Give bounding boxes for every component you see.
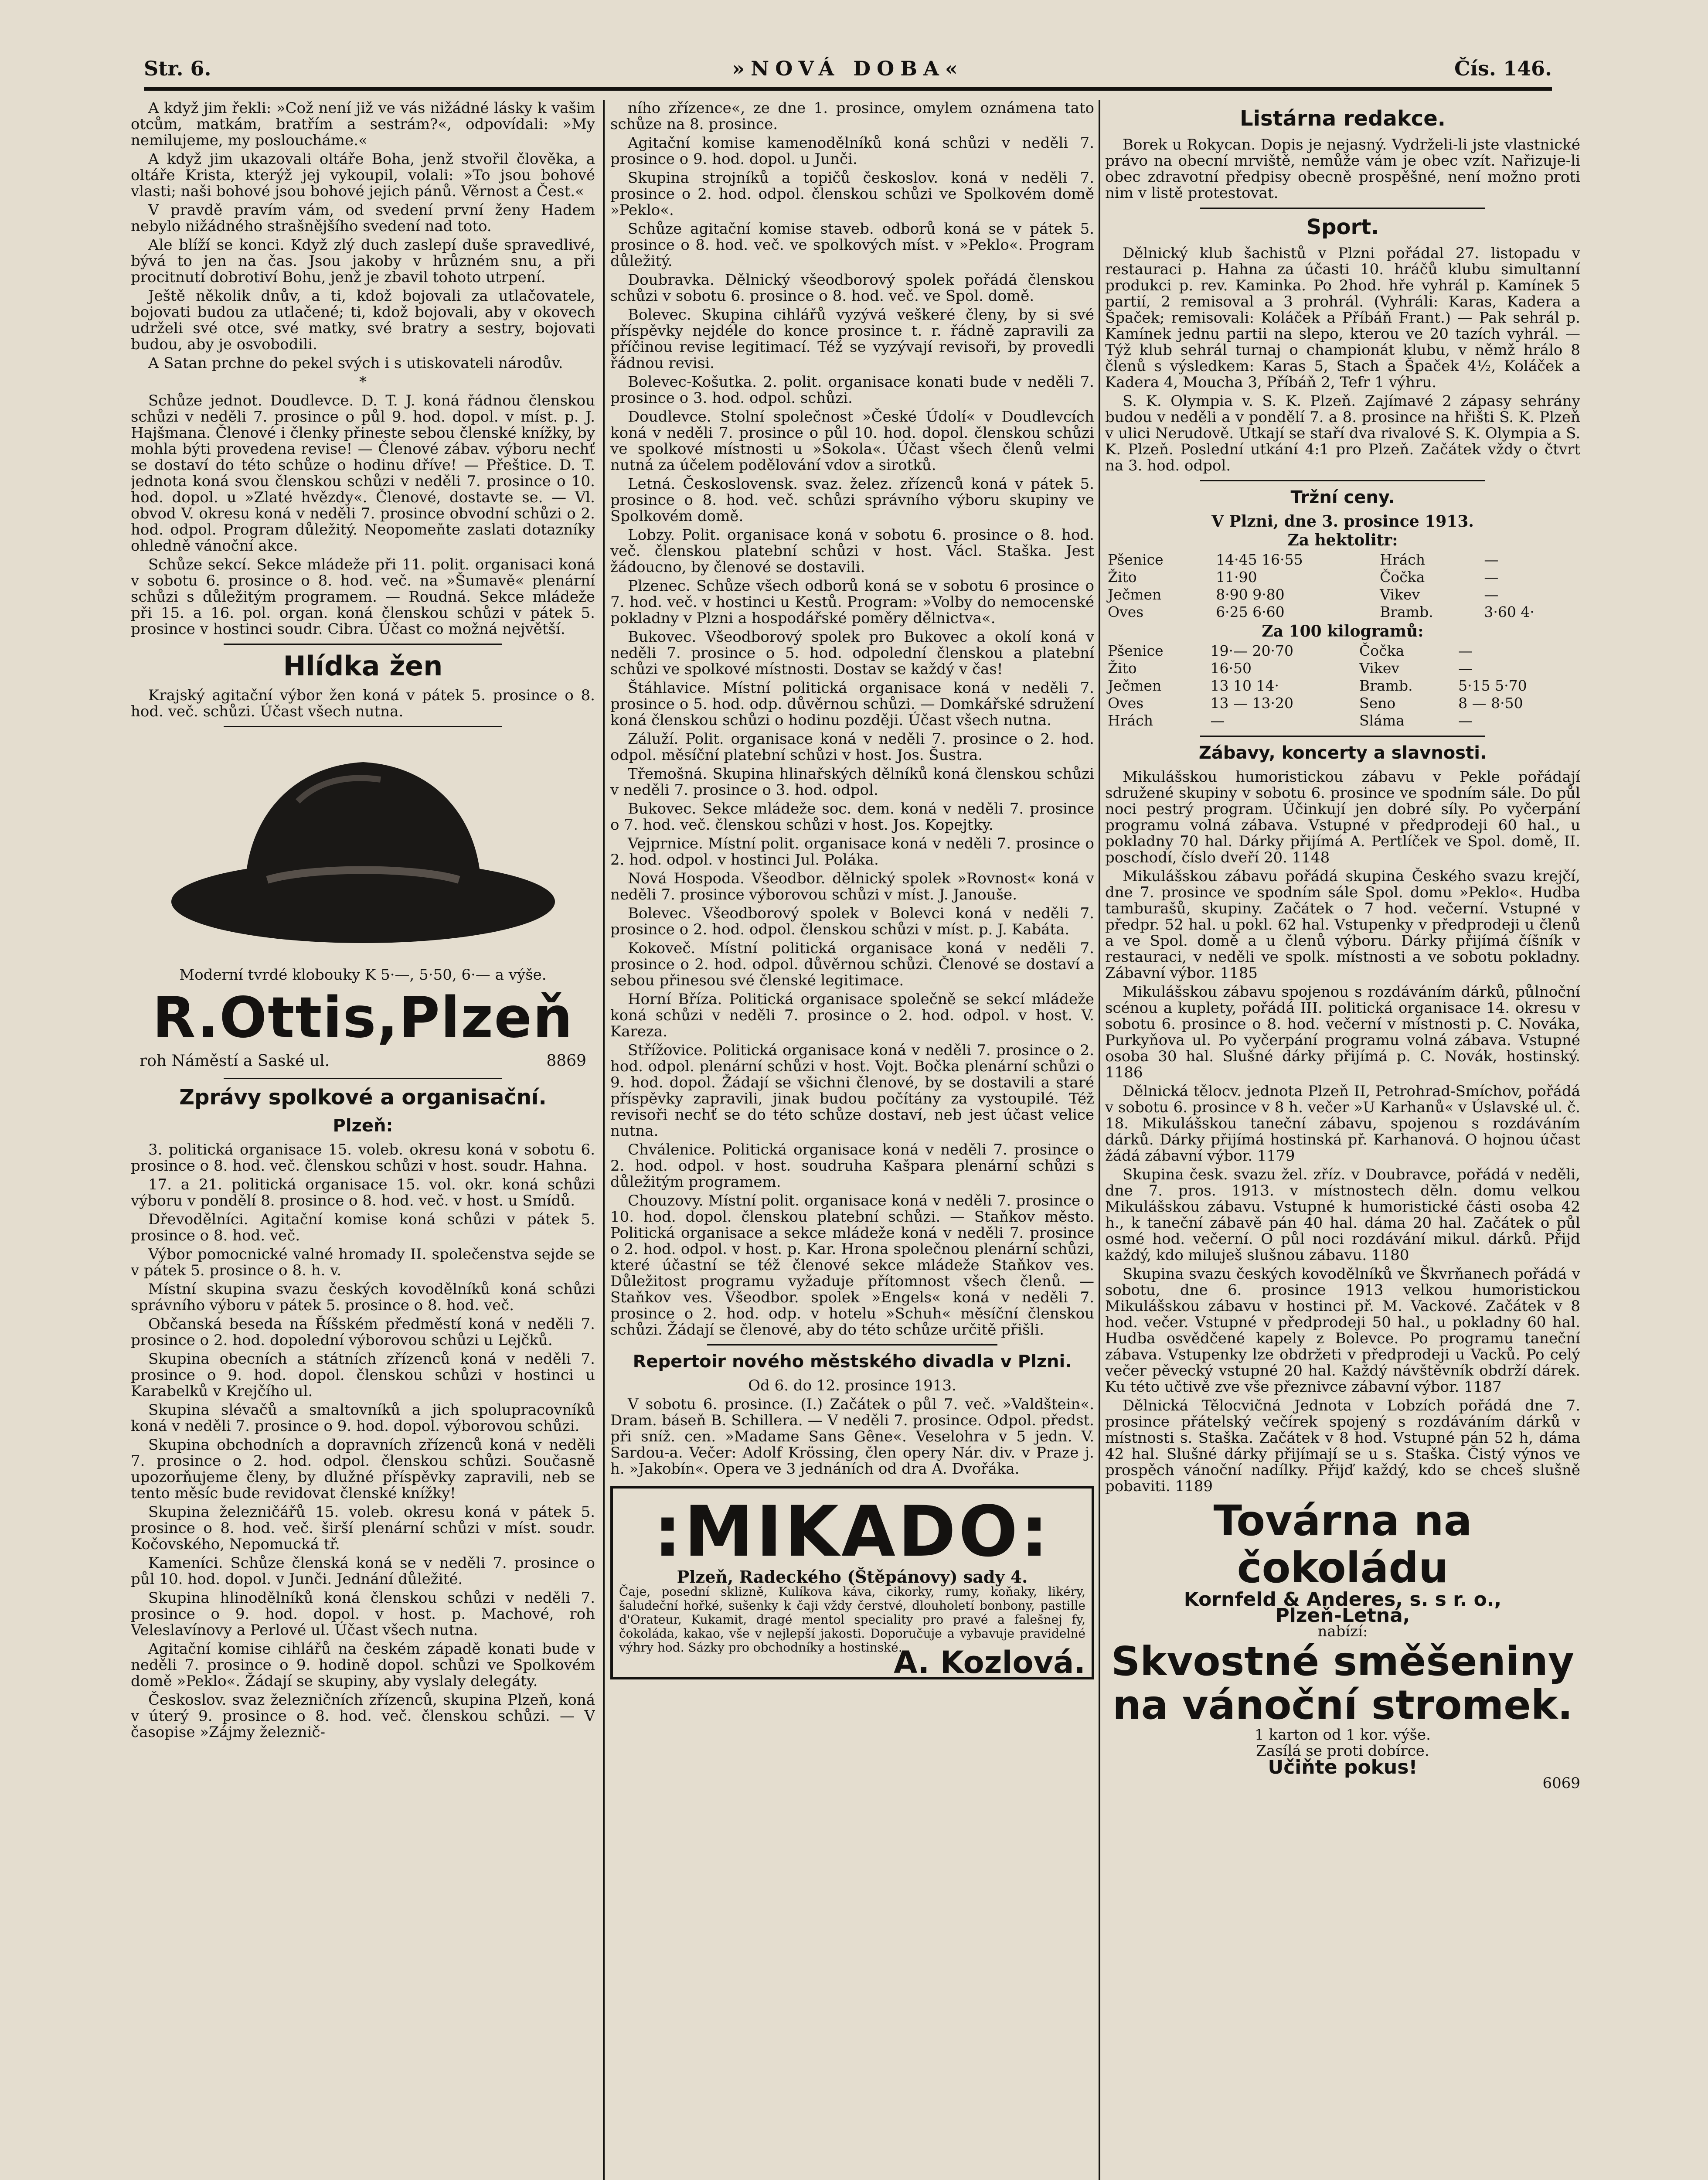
price-table (1105, 642, 1580, 729)
paragraph: Dělnická tělocv. jednota Plzeň II, Petrohrad-Smíchov, pořádá v sobotu 6. prosince v 8 h. večer »U Karhanů« v Úslavské ul. č. 18. Mikulášskou taneční zábavu, spojenou s rozdáváním dárků. Dárky přijímá hostinská př. Karhanová. O hojnou účast žádá zábavní výbor. 1179 (1105, 1083, 1580, 1165)
paragraph: Mikulášskou humoristickou zábavu v Pekle pořádají sdružené skupiny v sobotu 6. prosince ve spodním sále. Do půl noci pestrý program. Účinkují jen dobré síly. Po vyčerpání programu volná zábava. Vstupné v předprodeji 60 hal., u pokladny 70 hal. Dárky přijímá A. Pertlíček ve Spol. domě, II. poschodí, číslo dveří 20. 1148 (1105, 768, 1580, 866)
table-row: Oves 13 — 13·20 Seno 8 — 8·50 (1108, 695, 1523, 712)
paragraph: A když jim řekli: »Což není již ve vás nižádné lásky k vašim otcům, matkám, bratřím a sestrám?«, odpovídali: »My nemilujeme, my posloucháme.« (131, 100, 595, 149)
paragraph: Třemošná. Skupina hlinařských dělníků koná členskou schůzi v neděli 7. prosince o 3. hod. odpol. (610, 765, 1094, 799)
choc-offer: nabízí: (1317, 1623, 1368, 1640)
paragraph: 17. a 21. politická organisace 15. vol. okr. koná schůzi výboru v pondělí 8. prosince o 8. hod. več. v host. u Smídů. (131, 1176, 595, 1209)
paragraph: Schůze agitační komise staveb. odborů koná se v pátek 5. prosince o 8. hod. več. ve spolkových míst. v »Peklo«. Program důležitý. (610, 220, 1094, 270)
chocolate-advertisement (1105, 1497, 1580, 1792)
paragraph: Výbor pomocnické valné hromady II. společenstva sejde se v pátek 5. prosince o 8. h. v. (131, 1246, 595, 1279)
prices-unit: Za hektolitr: (1287, 531, 1398, 549)
choc-price: 1 karton od 1 kor. výše. (1255, 1726, 1431, 1744)
story-section (131, 100, 595, 371)
paragraph: Skupina železničářů 15. voleb. okresu koná v pátek 5. prosince o 8. hod. več. širší plenární schůzi v míst. soudr. Kočovského, Nepomucká tř. (131, 1503, 595, 1553)
column-divider (1099, 100, 1100, 2180)
choc-shipping: Zasílá se proti dobírce. (1256, 1742, 1429, 1760)
paragraph: Dělnický klub šachistů v Plzni pořádal 27. listopadu v restauraci p. Hahna za účasti 10. hráčů klubu simultanní produkci p. rev. Kaminka. Po 2hod. hře vyhrál p. Kamínek 5 partií, 2 remisoval a 3 prohrál. (Vyhráli: Karas, Kadera a Špaček; remisovali: Koláček a Příbáň Frant.) — Pak sehrál p. Kamínek jednu partii na slepo, kterou ve 20 tazích vyhrál. — Týž klub sehrál turnaj o championát klubu, v němž hrálo 8 členů s výsledkem: Karas 5, Stach a Špaček 4½, Koláček a Kadera 4, Moucha 3, Příbáň 2, Tefr 1 výhru. (1105, 245, 1580, 391)
hat-advertisement (131, 736, 595, 1069)
mikado-address: Plzeň, Radeckého (Štěpánovy) sady 4. (677, 1567, 1028, 1587)
paragraph: 3. politická organisace 15. voleb. okresu koná v sobotu 6. prosince o 8. hod. več. členskou schůzi v host. soudr. Hahna. (131, 1141, 595, 1175)
section-heading: Sport. (1306, 215, 1379, 239)
separator (1200, 208, 1485, 209)
paragraph: S. K. Olympia v. S. K. Plzeň. Zajímavé 2 zápasy sehrány budou v neděli a v pondělí 7. a 8. prosince na hřišti S. K. Plzeň v ulici Nerudově. Utkají se staří dva rivalové S. K. Olympia a S. K. Plzeň. Poslední utkání 4:1 pro Plzeň. Začátek vždy o čtvrt na 3. hod. odpol. (1105, 392, 1580, 474)
section-heading: Zábavy, koncerty a slavnosti. (1198, 743, 1487, 763)
paragraph: Skupina obchodních a dopravních zřízenců koná v neděli 7. prosince o 2. hod. odpol. členskou schůzi. Současně upozorňujeme členy, by dlužné příspěvky zapravili, neb se tento měsíc bude revidovat členské knížky! (131, 1436, 595, 1502)
paragraph: Ještě několik dnův, a ti, kdož bojovali za utlačovatele, bojovati budou za utlačené; ti, kdož bojovali, aby v okovech udrželi své otce, své matky, své bratry a sestry, bojovati budou, aby je osvobodili. (131, 287, 595, 353)
paragraph: Ale blíží se konci. Když zlý duch zaslepí duše spravedlivé, bývá to jen na čas. Jsou jakoby v hrůzném snu, a při procitnutí dobrotiví Bohu, jenž je zbavil tohoto utrpení. (131, 236, 595, 286)
table-row: Ječmen 13 10 14· Bramb. 5·15 5·70 (1108, 677, 1527, 694)
paragraph: ního zřízence«, ze dne 1. prosince, omylem oznámena tato schůze na 8. prosince. (610, 100, 1094, 133)
paragraph: Českoslov. svaz železničních zřízenců, skupina Plzeň, koná v úterý 9. prosince o 8. hod. več. členskou schůzi. — V časopise »Zájmy železnič- (131, 1691, 595, 1741)
choc-product: Skvostné směšeniny na vánoční stromek. (1111, 1638, 1574, 1728)
ad-number: 8869 (546, 1052, 586, 1070)
issue-number: Čís. 146. (1454, 57, 1552, 80)
paragraph: A když jim ukazovali oltáře Boha, jenž stvořil člověka, a oltáře Krista, kterýž jej vykoupil, volali: »To jsou bohové vlasti; naši bohové jsou bohové jejich pánů. Věrnost a Čest.« (131, 150, 595, 200)
paragraph: Letná. Československ. svaz. želez. zřízenců koná v pátek 5. prosince o 8. hod. več. schůzi správního výboru skupiny ve Spolkovém domě. (610, 475, 1094, 525)
paragraph: Doubravka. Dělnický všeodborový spolek pořádá členskou schůzi v sobotu 6. prosince o 8. hod. več. ve Spol. domě. (610, 271, 1094, 305)
star-separator: * (359, 373, 367, 391)
paragraph: Bolevec. Všeodborový spolek v Bolevci koná v neděli 7. prosince o 2. hod. odpol. členskou schůzi v míst. p. J. Kabáta. (610, 905, 1094, 938)
subheading: Plzeň: (333, 1116, 393, 1136)
separator (1200, 480, 1485, 481)
price-table (1105, 551, 1580, 621)
ad-address (139, 1053, 586, 1069)
paragraph: Schůze sekcí. Sekce mládeže při 11. polit. organisaci koná v sobotu 6. prosince o 8. hod. več. na »Šumavě« plenární schůzi s důležitým programem. — Roudná. Sekce mládeže při 15. a 16. pol. organ. koná členskou schůzi v pátek 5. prosince v hostinci soudr. Cibra. Účast co možná největší. (131, 556, 595, 638)
paragraph: A Satan prchne do pekel svých i s utiskovateli národův. (148, 354, 563, 372)
paragraph: Dřevodělníci. Agitační komise koná schůzi v pátek 5. prosince o 8. hod. več. (131, 1211, 595, 1244)
paragraph: Mikulášskou zábavu pořádá skupina Českého svazu krejčí, dne 7. prosince ve spodním sále Spol. domu »Peklo«. Hudba tamburašů, skupiny. Začátek o 7 hod. večerní. Vstupné v předpr. 52 hal. u pokl. 62 hal. Vstupenky v předprodeji u členů a ve Spol. domě a u členů výboru. Dárky přijímá číšník v restauraci, v neděli ve spolk. místnosti a ve sobotu pokladny. Zábavní výbor. 1185 (1105, 868, 1580, 982)
paragraph: Plzenec. Schůze všech odborů koná se v sobotu 6 prosince o 7. hod. več. v hostinci u Kestů. Program: »Volby do nemocenské pokladny v Plzni a hospodářské poměry dělnictva«. (610, 577, 1094, 627)
theatre-dates: Od 6. do 12. prosince 1913. (748, 1377, 956, 1394)
paragraph: Skupina strojníků a topičů českoslov. koná v neděli 7. prosince o 2. hod. odpol. členskou schůzi ve Spolkovém domě »Peklo«. (610, 169, 1094, 219)
section-heading: Hlídka žen (283, 650, 443, 682)
section-heading: Repertoir nového městského divadla v Plzni. (633, 1352, 1072, 1372)
paragraph: Bukovec. Sekce mládeže soc. dem. koná v neděli 7. prosince o 7. hod. več. členskou schůzi v host. Jos. Kopejtky. (610, 800, 1094, 834)
paragraph: Bolevec-Košutka. 2. polit. organisace konati bude v neděli 7. prosince o 3. hod. odpol. schůzi. (610, 373, 1094, 407)
separator (224, 726, 502, 727)
choc-place: Plzeň-Letná, (1275, 1604, 1410, 1627)
paragraph: Skupina obecních a státních zřízenců koná v neděli 7. prosince o 9. hod. dopol. členskou schůzi v hostinci u Karabelků v Krejčího ul. (131, 1350, 595, 1400)
ad-address-text: roh Náměstí a Saské ul. (139, 1052, 330, 1070)
ad-brand: R.Ottis,Plzeň (152, 985, 574, 1050)
separator (224, 644, 502, 645)
choc-slogan: Učiňte pokus! (1268, 1756, 1418, 1778)
section-heading: Zprávy spolkové a organisační. (179, 1085, 547, 1110)
paragraph: V pravdě pravím vám, od svedení první ženy Hadem nebylo nižádného strašnějšího svedení nad toto. (131, 201, 595, 235)
paragraph: V sobotu 6. prosince. (I.) Začátek o půl 7. več. »Valdštein«. Dram. báseň B. Schillera. — V neděli 7. prosince. Odpol. předst. při sníž. cen. »Madame Sans Gêne«. Veselohra v 5 jedn. V. Sardou-a. Večer: Adolf Krössing, člen opery Nár. div. v Praze j. h. »Jakobín«. Opera ve 3 jednáních od dra A. Dvořáka. (610, 1396, 1094, 1478)
paragraph: Dělnická Tělocvičná Jednota v Lobzích pořádá dne 7. prosince přátelský večírek spojený s rozdáváním dárků v místnosti s. Staška. Začátek v 8 hod. Vstupné pán 52 h, dáma 42 hal. Slušné dárky přijímají se u s. Staška. Čistý výnos ve prospěch vánoční nadílky. Přijď každý, kdo se chceš slušně pobaviti. 1189 (1105, 1397, 1580, 1495)
paragraph: Nová Hospoda. Všeodbor. dělnický spolek »Rovnost« koná v neděli 7. prosince výborovou schůzi v míst. J. Janouše. (610, 870, 1094, 903)
table-row: Pšenice 14·45 16·55 Hrách — (1108, 551, 1499, 568)
ad-text: Moderní tvrdé klobouky K 5·—, 5·50, 6·— a výše. (179, 966, 547, 984)
paragraph: Vejprnice. Místní polit. organisace koná v neděli 7. prosince o 2. hod. odpol. v hostinci Jul. Poláka. (610, 835, 1094, 869)
paragraph: Skupina hlinodělníků koná členskou schůzi v neděli 7. prosince o 9. hod. dopol. v host. p. Machové, roh Veleslavínovy a Perlové ul. Účast všech nutna. (131, 1589, 595, 1639)
paragraph: Občanská beseda na Říšském předměstí koná v neděli 7. prosince o 2. hod. dopolední výborovou schůzi u Lejčků. (131, 1315, 595, 1349)
paragraph: Místní skupina svazu českých kovodělníků koná schůzi správního výboru v pátek 5. prosince o 8. hod. več. (131, 1281, 595, 1314)
paragraph: Záluží. Polit. organisace koná v neděli 7. prosince o 2. hod. odpol. měsíční platební schůzi v host. Jos. Šustra. (610, 730, 1094, 764)
paragraph: Štáhlavice. Místní politická organisace koná v neděli 7. prosince o 5. hod. odp. důvěrnou schůzi. — Domkářské sdružení koná členskou schůzi o hodinu později. Účast všech nutna. (610, 679, 1094, 729)
paragraph: Chválenice. Politická organisace koná v neděli 7. prosince o 2. hod. odpol. v host. soudruha Kašpara plenární schůzi s důležitým programem. (610, 1141, 1094, 1191)
newspaper-title: »NOVÁ DOBA« (732, 57, 964, 80)
separator (224, 1078, 502, 1079)
page-header (144, 57, 1552, 87)
paragraph: Lobzy. Polit. organisace koná v sobotu 6. prosince o 8. hod. več. členskou platební schůzi v host. Václ. Staška. Jest žádoucno, by členové se dostavili. (610, 526, 1094, 576)
choc-number: 6069 (1542, 1775, 1580, 1792)
paragraph: Skupina česk. svazu žel. zříz. v Doubravce, pořádá v neděli, dne 7. pros. 1913. v místnostech děln. domu velkou Mikulášskou zábavu. Vstupné k humoristické části osoba 42 h., k taneční zábavě pán 40 hal. dáma 20 hal. Začátek o půl osmé hod. večerní. O půl noci rozdávání mikul. dárků. Přijď každý, kdo miluješ slušnou zábavu. 1180 (1105, 1166, 1580, 1264)
paragraph: Kokoveč. Místní politická organisace koná v neděli 7. prosince o 2. hod. odpol. důvěrnou schůzi. Členové se dostaví a sebou přinesou své členské legitimace. (610, 940, 1094, 989)
paragraph: Kameníci. Schůze členská koná se v neděli 7. prosince o půl 10. hod. dopol. v Junči. Jednání důležité. (131, 1554, 595, 1588)
column-middle (610, 100, 1094, 2180)
paragraph: Mikulášskou zábavu spojenou s rozdáváním dárků, půlnoční scénou a kuplety, pořádá III. politická organisace 14. okresu v sobotu 6. prosince o 8. hod. večerní v místnosti p. C. Nováka, Purkyňova ul. Po vyčerpání programu volná zábava. Vstupné osoba 30 hal. Slušné dárky přijímá p. C. Novák, hostinský. 1186 (1105, 983, 1580, 1081)
paragraph: Agitační komise kamenodělníků koná schůzi v neděli 7. prosince o 9. hod. dopol. u Junči. (610, 134, 1094, 168)
bowler-hat-illustration (154, 736, 572, 963)
table-row: Oves 6·25 6·60 Bramb. 3·60 4· (1108, 603, 1534, 620)
page-number: Str. 6. (144, 57, 211, 80)
paragraph: Střížovice. Politická organisace koná v neděli 7. prosince o 2. hod. odpol. plenární schůzi v host. Vojt. Bočka plenární schůzi o 9. hod. dopol. Žádají se všichni členové, by se dostavili a staré příspěvky zapravili, jinak budou počítány za vystoupilé. Též revisoři nechť se do této schůze dostaví, neb jest účast velice nutna. (610, 1042, 1094, 1140)
paragraph: Chouzovy. Místní polit. organisace koná v neděli 7. prosince o 10. hod. dopol. členskou platební schůzi. — Staňkov město. Politická organisace a sekce mládeže koná v neděli 7. prosince o 2. hod. odpol. v host. p. Kar. Hrona společnou plenární schůzi, které účastní se též členové sekce mládeže Staňkov ves. Důležitost programu vyžaduje přítomnost všech členů. — Staňkov ves. Všeodbor. spolek »Engels« koná v neděli 7. prosince o 2. hod. odp. v hotelu »Schuh« měsíční členskou schůzi. Žádají se členové, aby do této schůze určitě přišli. (610, 1192, 1094, 1339)
column-divider (603, 100, 605, 2180)
paragraph: Bukovec. Všeodborový spolek pro Bukovec a okolí koná v neděli 7. prosince o 5. hod. odpolední členskou a platební schůzi ve spolkové místnosti. Dostav se každý v čas! (610, 628, 1094, 678)
paragraph: Bolevec. Skupina cihlářů vyzývá veškeré členy, by si své příspěvky nejdéle do konce prosince t. r. řádně zapravili za příčinou revise legitimací. Též se vyzývají revisoři, by provedli řádnou revisi. (610, 306, 1094, 372)
table-row: Ječmen 8·90 9·80 Vikev — (1108, 586, 1499, 603)
prices-unit: Za 100 kilogramů: (1262, 622, 1424, 640)
choc-headline: Továrna na čokoládu (1213, 1496, 1472, 1592)
paragraph: Schůze jednot. Doudlevce. D. T. J. koná řádnou členskou schůzi v neděli 7. prosince o půl 9. hod. dopol. v míst. p. J. Hajšmana. Členové i členky přineste sebou členské knížky, by mohla býti provedena revise! — Členové zábav. výboru nechť se dostaví do této schůze o hodinu dříve! — Přeštice. D. T. jednota koná svou členskou schůzi v neděli 7. prosince o 10. hod. dopol. u »Zlaté hvězdy«. Členové, dostavte se. — Vl. obvod V. okresu koná v neděli 7. prosince obvodní schůzi o 2. hod. odpol. Program důležitý. Neopomeňte zaslati dotazníky ohledně vánoční akce. (131, 392, 595, 555)
mikado-advertisement (610, 1486, 1094, 1679)
section-heading: Listárna redakce. (1239, 106, 1446, 131)
mikado-text: Čaje, posední sklizně, Kulíkova káva, cikorky, rumy, koňaky, likéry, šaludeční hořké, sušenky k čaji vždy čerstvé, dlouholetí bonbony, pastille d'Orateur, Kukamit, dragé mentol speciality pro pravé a falešnej fy, čokoláda, kakao, vše v nejlepší jakosti. Doporučuje a vybavuje pravidelné výhry hod. Sázky pro obchodníky a hostinské. (619, 1584, 1085, 1655)
paragraph: Borek u Rokycan. Dopis je nejasný. Vydrželi-li jste vlastnické právo na obecní mrviště, nemůže vám je obec vzít. Nařizuje-li obec zdravotní předpisy obecně prospěšné, není možno proti nim v listě protestovat. (1105, 136, 1580, 202)
paragraph: Agitační komise cihlářů na českém západě konati bude v neděli 7. prosince o 9. hodině dopol. schůzi ve Spolkovém domě »Peklo«. Žádají se skupiny, aby vyslaly delegáty. (131, 1640, 595, 1690)
separator (707, 1344, 997, 1345)
table-row: Žito 16·50 Vikev — (1108, 660, 1473, 677)
paragraph: Skupina slévačů a smaltovníků a jich spolupracovníků koná v neděli 7. prosince o 9. hod. dopol. výborovou schůzi. (131, 1401, 595, 1435)
separator (1200, 736, 1485, 737)
column-left (131, 100, 595, 2180)
choc-company: Kornfeld & Anderes, s. s r. o., (1184, 1588, 1502, 1611)
mikado-owner: A. Kozlová. (894, 1645, 1085, 1680)
mikado-brand: :MIKADO: (653, 1491, 1051, 1572)
table-row: Žito 11·90 Čočka — (1108, 569, 1499, 586)
column-right (1105, 100, 1580, 2180)
paragraph: Horní Bříza. Politická organisace společně se sekcí mládeže koná schůzi v neděli 7. prosince o 2. hod. odpol. v host. V. Kareza. (610, 991, 1094, 1040)
paragraph: Skupina svazu českých kovodělníků ve Škvrňanech pořádá v sobotu, dne 6. prosince 1913 velkou humoristickou Mikulášskou zábavu v hostinci př. M. Vackové. Začátek v 8 hod. večer. Vstupné v předprodeji 50 hal., u pokladny 60 hal. Hudba osvědčené kapely z Bolevce. Po programu taneční zábava. Vstupenky lze obdržeti v předprodeji u Vacků. Po celý večer pěvecký vstupné 20 hal. Každý návštěvník obdrží dárek. Ku této učtivě zve vše přeznivce zábavní výbor. 1187 (1105, 1265, 1580, 1396)
table-row: Hrách — Sláma — (1108, 712, 1473, 729)
paragraph: Doudlevce. Stolní společnost »České Údolí« v Doudlevcích koná v neděli 7. prosince o půl 10. hod. dopol. členskou schůzi ve spolkové místnosti u »Sokola«. Účast všech členů velmi nutná za účelem podělování vdov a sirotků. (610, 408, 1094, 474)
header-rule (144, 87, 1552, 91)
paragraph: Krajský agitační výbor žen koná v pátek 5. prosince o 8. hod. več. schůzi. Účast všech nutna. (131, 687, 595, 720)
prices-caption: V Plzni, dne 3. prosince 1913. (1211, 512, 1474, 531)
table-row: Pšenice 19·— 20·70 Čočka — (1108, 642, 1473, 659)
section-heading: Tržní ceny. (1290, 487, 1395, 508)
